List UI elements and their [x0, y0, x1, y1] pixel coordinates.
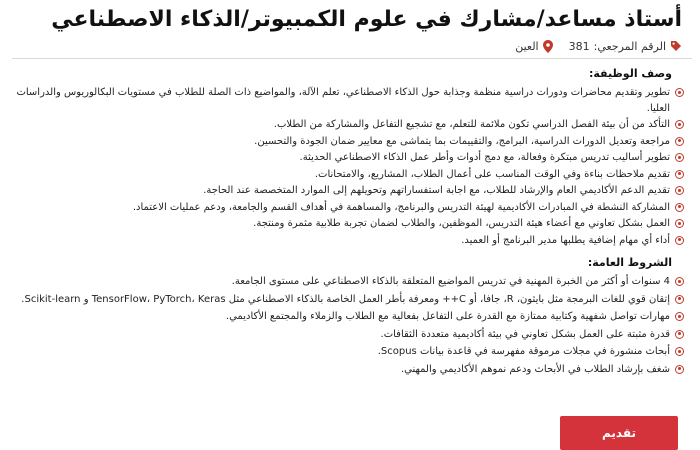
bullet-icon [675, 170, 684, 179]
list-item [12, 134, 684, 150]
requirement-text: إتقان قوي للغات البرمجة مثل بايثون، R، جافا، أو C++ ومعرفة بأطر العمل الخاصة بالذكاء الاصطناعي مثل TensorFlow، PyTorch، Keras و Scikit-learn. [21, 293, 670, 305]
duty-text: العمل بشكل تعاوني مع أعضاء هيئة التدريس، الموظفين، والطلاب لضمان تجربة طلابية مثمرة ومنتجة. [253, 218, 670, 229]
duty-text: تطوير أساليب تدريس مبتكرة وفعالة، مع دمج أدوات وأطر عمل الذكاء الاصطناعي الحديثة. [299, 152, 670, 163]
job-title: أستاذ مساعد/مشارك في علوم الكمبيوتر/الذكاء الاصطناعي [51, 7, 682, 32]
bullet-icon [675, 88, 684, 97]
duty-text: تطوير وتقديم محاضرات ودورات دراسية منظمة وجذابة حول الذكاء الاصطناعي، تعلم الآلة، والمواضيع ذات الصلة للطلاب في مستويات البكالوريوس والدراسات العليا. [16, 87, 670, 114]
location-pin-icon [543, 40, 553, 53]
list-item [12, 344, 684, 360]
ref-label: الرقم المرجعي: [593, 39, 666, 53]
requirements-heading: الشروط العامة: [587, 256, 672, 269]
divider [12, 58, 692, 59]
list-item [12, 309, 684, 325]
duties-list [12, 85, 692, 248]
list-item [12, 233, 684, 249]
list-item [12, 216, 684, 232]
bullet-icon [675, 153, 684, 162]
list-item [12, 274, 684, 290]
duties-heading: وصف الوظيفة: [588, 67, 672, 80]
duty-text: تقديم الدعم الأكاديمي العام والإرشاد للطلاب، مع اجابة استفساراتهم وتحويلهم إلى الموارد المتخصصة عند الحاجة. [203, 185, 670, 196]
requirement-text: مهارات تواصل شفهية وكتابية ممتازة مع القدرة على التفاعل بفعالية مع الطلاب والزملاء والمجتمع الأكاديمي. [225, 311, 670, 322]
bullet-icon [675, 186, 684, 195]
list-item [12, 150, 684, 166]
list-item [12, 183, 684, 199]
list-item [12, 362, 684, 378]
duty-text: أداء أي مهام إضافية يطلبها مدير البرنامج أو العميد. [461, 234, 670, 246]
bullet-icon [675, 295, 684, 304]
bullet-icon [675, 347, 684, 356]
requirement-text: أبحاث منشورة في مجلات مرموقة مفهرسة في قاعدة بيانات Scopus. [377, 346, 670, 357]
apply-button[interactable]: تقديم [560, 416, 678, 450]
requirements-list [12, 274, 692, 377]
bullet-icon [675, 203, 684, 212]
list-item [12, 200, 684, 216]
bullet-icon [675, 365, 684, 374]
bullet-icon [675, 277, 684, 286]
job-location: العين [515, 39, 539, 53]
list-item [12, 117, 684, 133]
list-item [12, 292, 684, 308]
job-meta [12, 38, 692, 54]
list-item [12, 85, 684, 116]
bullet-icon [675, 137, 684, 146]
bullet-icon [675, 236, 684, 245]
requirement-text: 4 سنوات أو أكثر من الخبرة المهنية في تدريس المواضيع المتعلقة بالذكاء الاصطناعي على مستوى الجامعة. [231, 276, 670, 287]
ref-number: 381 [568, 39, 590, 53]
requirement-text: قدرة مثبتة على العمل بشكل تعاوني في بيئة أكاديمية متعددة الثقافات. [380, 328, 670, 340]
bullet-icon [675, 312, 684, 321]
list-item [12, 167, 684, 183]
bullet-icon [675, 330, 684, 339]
requirement-text: شغف بإرشاد الطلاب في الأبحاث ودعم نموهم الأكاديمي والمهني. [400, 363, 670, 375]
duty-text: تقديم ملاحظات بناءة وفي الوقت المناسب على أعمال الطلاب، المشاريع، والامتحانات. [314, 168, 670, 180]
bullet-icon [675, 120, 684, 129]
bullet-icon [675, 219, 684, 228]
duty-text: مراجعة وتعديل الدورات الدراسية، البرامج، والتقييمات بما يتماشى مع معايير ضمان الجودة والتحسين. [254, 135, 670, 147]
list-item [12, 327, 684, 343]
tag-icon [670, 40, 682, 52]
duty-text: المشاركة النشطة في المبادرات الأكاديمية لهيئة التدريس والبرنامج، والمساهمة في أهداف القسم والجامعة، ودعم عمليات الاعتماد. [132, 201, 670, 213]
duty-text: التأكد من أن بيئة الفصل الدراسي تكون ملائمة للتعلم، مع تشجيع التفاعل والمشاركة من الطلاب. [273, 119, 670, 130]
